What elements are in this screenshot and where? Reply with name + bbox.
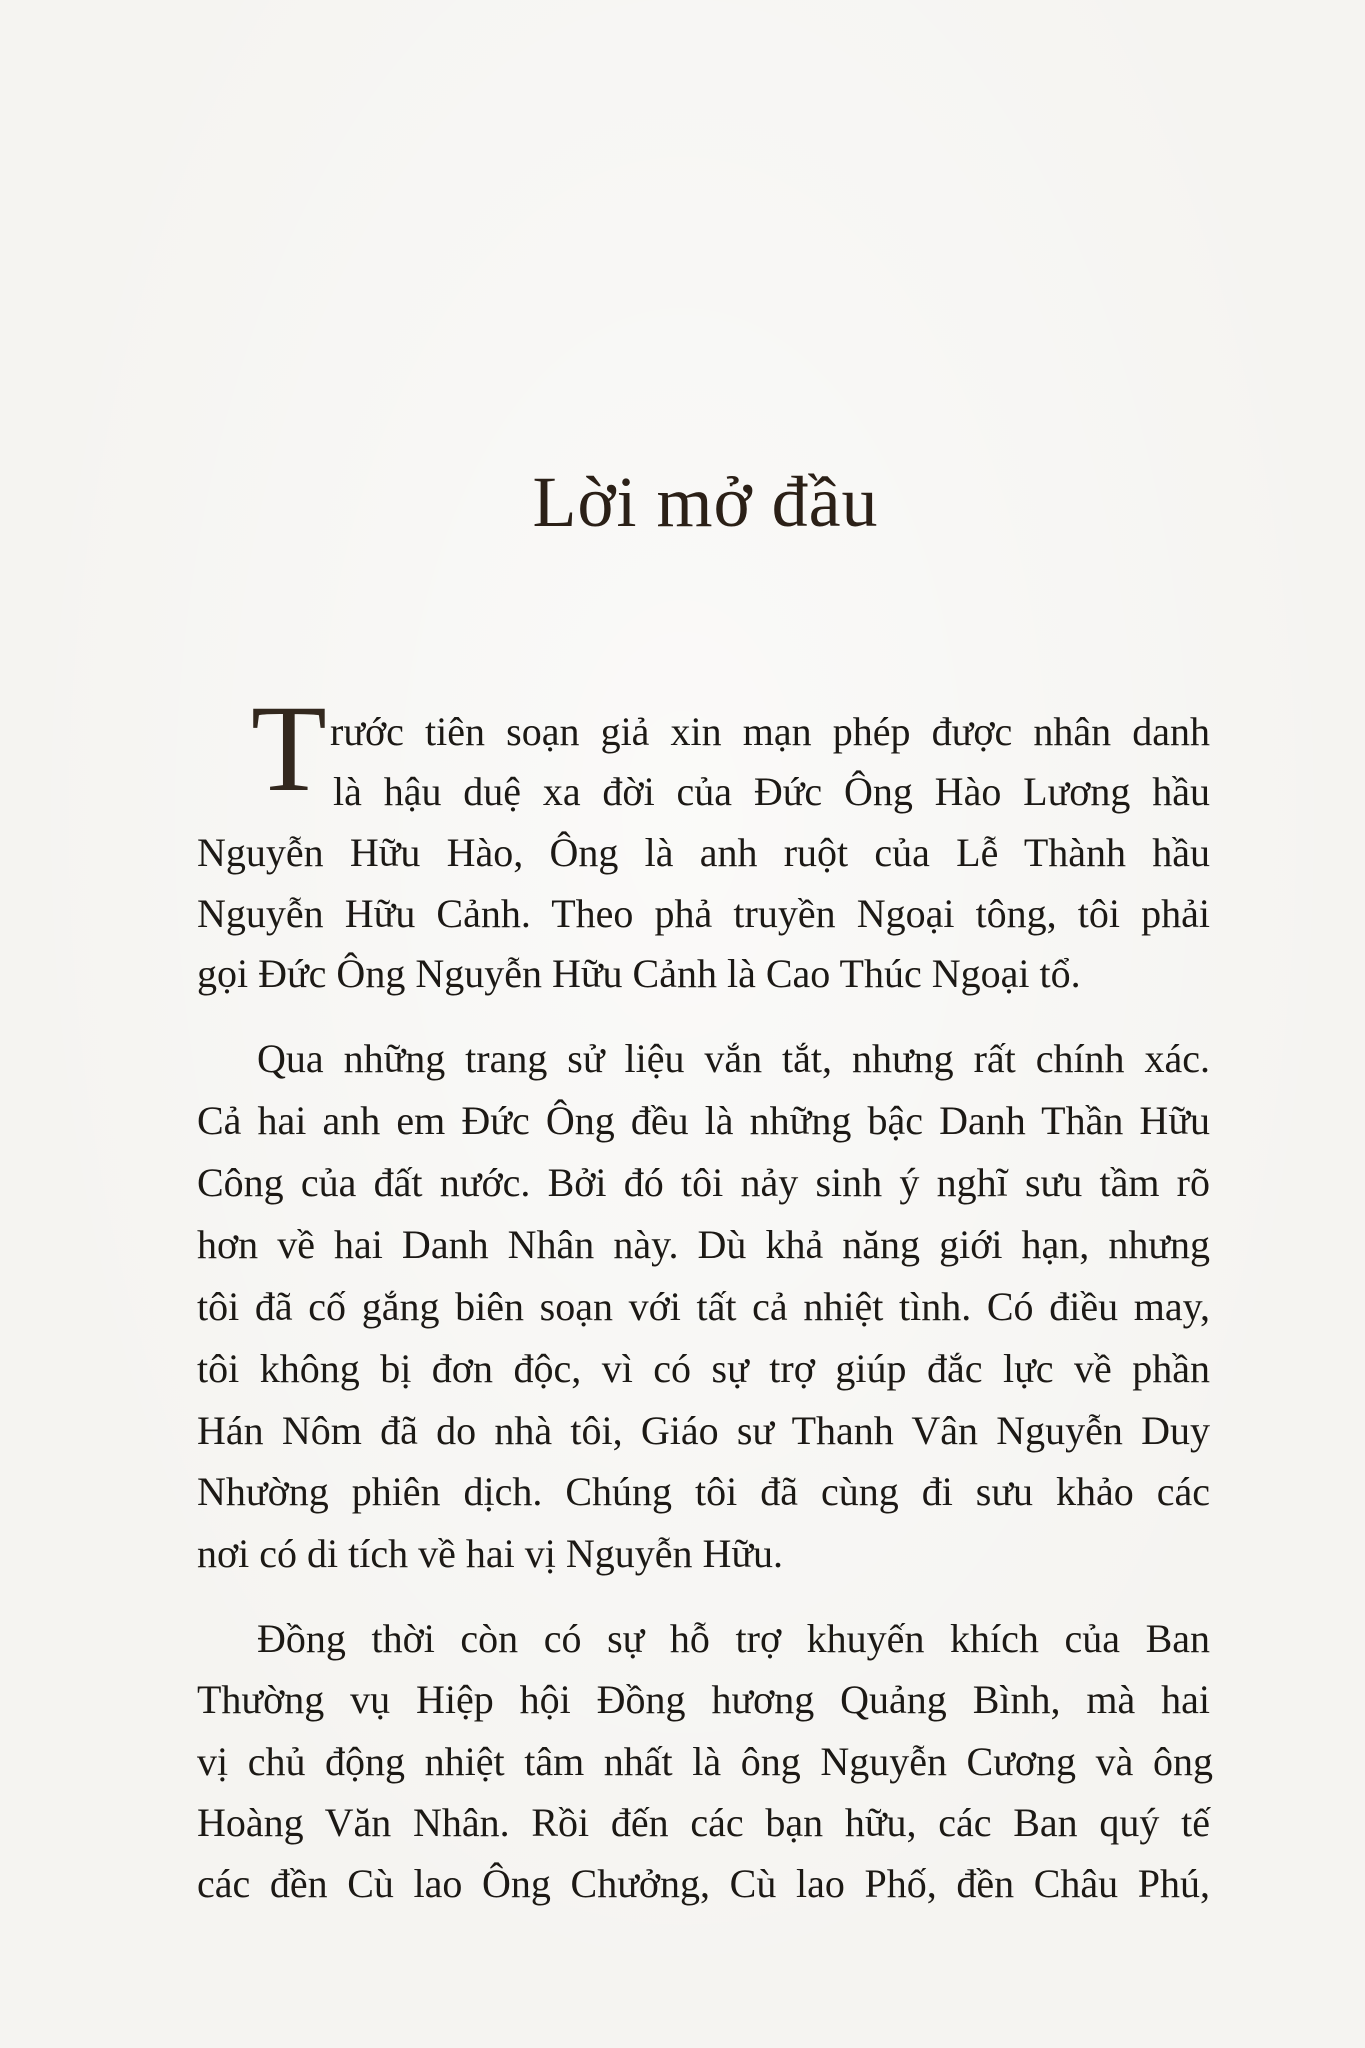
text-line: là hậu duệ xa đời của Đức Ông Hào Lương hầu [333,769,1210,814]
text-line: Công của đất nước. Bởi đó tôi nảy sinh ý nghĩ sưu tầm rõ [197,1160,1210,1205]
text-line: gọi Đức Ông Nguyễn Hữu Cảnh là Cao Thúc Ngoại tổ. [197,951,1081,996]
text-line: Qua những trang sử liệu vắn tắt, nhưng rất chính xác. [257,1036,1210,1081]
drop-cap: T [251,680,327,817]
text-line: Nguyễn Hữu Cảnh. Theo phả truyền Ngoại tông, tôi phải [197,891,1210,936]
text-line: Thường vụ Hiệp hội Đồng hương Quảng Bình, mà hai [197,1677,1210,1722]
text-line: Đồng thời còn có sự hỗ trợ khuyến khích của Ban [257,1616,1210,1661]
text-line: Hán Nôm đã do nhà tôi, Giáo sư Thanh Vân Nguyễn Duy [197,1408,1210,1453]
text-line: rước tiên soạn giả xin mạn phép được nhân danh [330,709,1210,754]
text-line: tôi không bị đơn độc, vì có sự trợ giúp đắc lực về phần [197,1346,1210,1391]
text-line: nơi có di tích về hai vị Nguyễn Hữu. [197,1531,784,1576]
text-line: tôi đã cố gắng biên soạn với tất cả nhiệt tình. Có điều may, [197,1284,1210,1329]
text-line: Nguyễn Hữu Hào, Ông là anh ruột của Lễ Thành hầu [197,830,1210,875]
chapter-title: Lời mở đầu [532,462,879,542]
text-line: hơn về hai Danh Nhân này. Dù khả năng giới hạn, nhưng [197,1222,1210,1267]
text-line: vị chủ động nhiệt tâm nhất là ông Nguyễn Cương và ông [197,1739,1213,1784]
text-line: các đền Cù lao Ông Chưởng, Cù lao Phố, đền Châu Phú, [197,1861,1210,1906]
text-line: Nhường phiên dịch. Chúng tôi đã cùng đi sưu khảo các [197,1469,1210,1514]
text-line: Cả hai anh em Đức Ông đều là những bậc Danh Thần Hữu [197,1098,1210,1143]
text-line: Hoàng Văn Nhân. Rồi đến các bạn hữu, các Ban quý tế [197,1800,1210,1845]
